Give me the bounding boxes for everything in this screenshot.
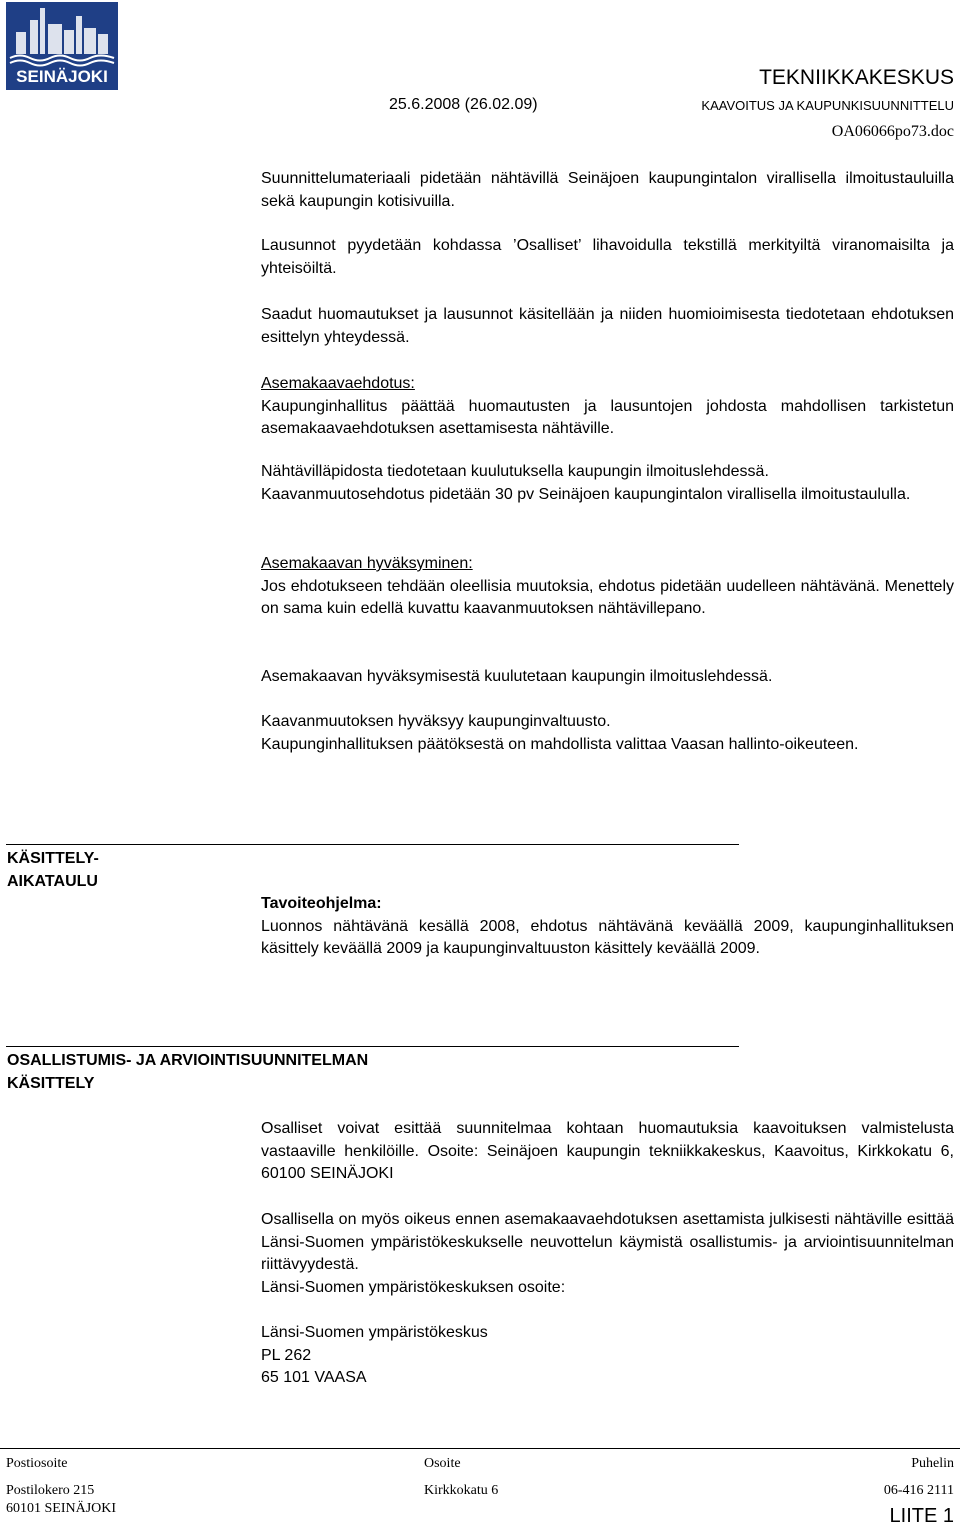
footer-postinumero: 60101 SEINÄJOKI [6, 1501, 117, 1516]
hyvaksyminen-paragraph-2: Asemakaavan hyväksymisestä kuulutetaan kaupungin ilmoituslehdessä. [261, 668, 773, 685]
footer-postiosoite-label: Postiosoite [6, 1456, 68, 1471]
hyvaksyminen-paragraph-1: Jos ehdotukseen tehdään oleellisia muutoksia, ehdotus pidetään uudelleen nähtävänä. Menettely on sama kuin edellä kuvattu kaavanmuutoksen nähtävillepano. [261, 577, 954, 617]
section-hyvaksyminen [261, 553, 954, 621]
hyvaksyminen-heading: Asemakaavan hyväksyminen: [261, 555, 473, 572]
footer-katuosoite: Kirkkokatu 6 [424, 1483, 499, 1498]
intro-paragraph-3: Saadut huomautukset ja lausunnot käsitellään ja niiden huomioimisesta tiedotetaan ehdotuksen esittelyn yhteydessä. [261, 306, 954, 346]
oas-address-line-1: Länsi-Suomen ympäristökeskus [261, 1324, 488, 1341]
section-ehdotus [261, 373, 954, 441]
footer-postilokero: Postilokero 215 [6, 1483, 95, 1498]
ehdotus-heading: Asemakaavaehdotus: [261, 375, 415, 392]
liite-label: LIITE 1 [889, 1505, 954, 1527]
oas-address-line-3: 65 101 VAASA [261, 1369, 367, 1386]
footer-puhelin: 06-416 2111 [883, 1483, 954, 1498]
section-ehdotus-notice [261, 461, 954, 506]
section-divider-oas [6, 1046, 739, 1047]
section-hyvaksyminen-final [261, 711, 954, 756]
footer-divider [0, 1448, 960, 1449]
aikataulu-heading: Tavoiteohjelma: [261, 895, 382, 912]
seinajoki-logo [6, 2, 118, 90]
oas-address [261, 1322, 954, 1390]
hyvaksyminen-paragraph-4: Kaupunginhallituksen päätöksestä on mahdollista valittaa Vaasan hallinto-oikeuteen. [261, 735, 859, 753]
section-divider-aikataulu [6, 844, 739, 845]
side-heading-oas: OSALLISTUMIS- JA ARVIOINTISUUNNITELMAN KÄSITTELY [7, 1052, 369, 1092]
section-oas-neuvottelu [261, 1209, 954, 1299]
oas-address-line-2: PL 262 [261, 1346, 312, 1364]
oas-paragraph-2: Osallisella on myös oikeus ennen asemakaavaehdotuksen asettamista julkisesti nähtäville esittää Länsi-Suomen ympäristökeskukselle neuvottelun käymistä osallistumis- ja arviointisuunnitelman riittävyydestä. [261, 1211, 954, 1273]
intro-paragraph-1: Suunnittelumateriaali pidetään nähtävillä Seinäjoen kaupungintalon virallisella ilmoitustauluilla sekä kaupungin kotisivuilla. [261, 170, 954, 210]
oas-paragraph-1: Osalliset voivat esittää suunnitelmaa kohtaan huomautuksia kaavoituksen valmistelusta vastaaville henkilöille. Osoite: Seinäjoen kaupungin tekniikkakeskus, Kaavoitus, Kirkkokatu 6, 60100 SEINÄJOKI [261, 1120, 954, 1182]
header-date: 25.6.2008 (26.02.09) [389, 96, 538, 113]
ehdotus-paragraph-2: Nähtävilläpidosta tiedotetaan kuulutuksella kaupungin ilmoituslehdessä. [261, 463, 769, 480]
hyvaksyminen-paragraph-3: Kaavanmuutoksen hyväksyy kaupunginvaltuusto. [261, 713, 611, 730]
header-doc-id: OA06066po73.doc [831, 123, 954, 140]
oas-paragraph-3: Länsi-Suomen ympäristökeskuksen osoite: [261, 1278, 566, 1296]
section-aikataulu [261, 893, 954, 961]
logo-text: SEINÄJOKI [16, 67, 108, 86]
header-department: KAAVOITUS JA KAUPUNKISUUNNITTELU [701, 98, 954, 113]
footer-osoite-label: Osoite [424, 1456, 461, 1471]
header-org: TEKNIIKKAKESKUS [759, 66, 954, 89]
side-heading-aikataulu: KÄSITTELY- AIKATAULU [7, 850, 99, 890]
intro-paragraph-2: Lausunnot pyydetään kohdassa ’Osalliset’ lihavoidulla tekstillä merkityiltä viranomaisilta ja yhteisöiltä. [261, 237, 954, 277]
footer-puhelin-label: Puhelin [911, 1456, 954, 1471]
aikataulu-paragraph: Luonnos nähtävänä kesällä 2008, ehdotus nähtävänä keväällä 2009, kaupunginhallituksen käsittely keväällä 2009 ja kaupunginvaltuuston käsittely keväällä 2009. [261, 917, 954, 957]
ehdotus-paragraph-3: Kaavanmuutosehdotus pidetään 30 pv Seinäjoen kaupungintalon virallisella ilmoitustaululla. [261, 485, 911, 503]
ehdotus-paragraph-1: Kaupunginhallitus päättää huomautusten ja lausuntojen johdosta mahdollisen tarkistetun asemakaavaehdotuksen asettamisesta nähtäville. [261, 397, 954, 437]
